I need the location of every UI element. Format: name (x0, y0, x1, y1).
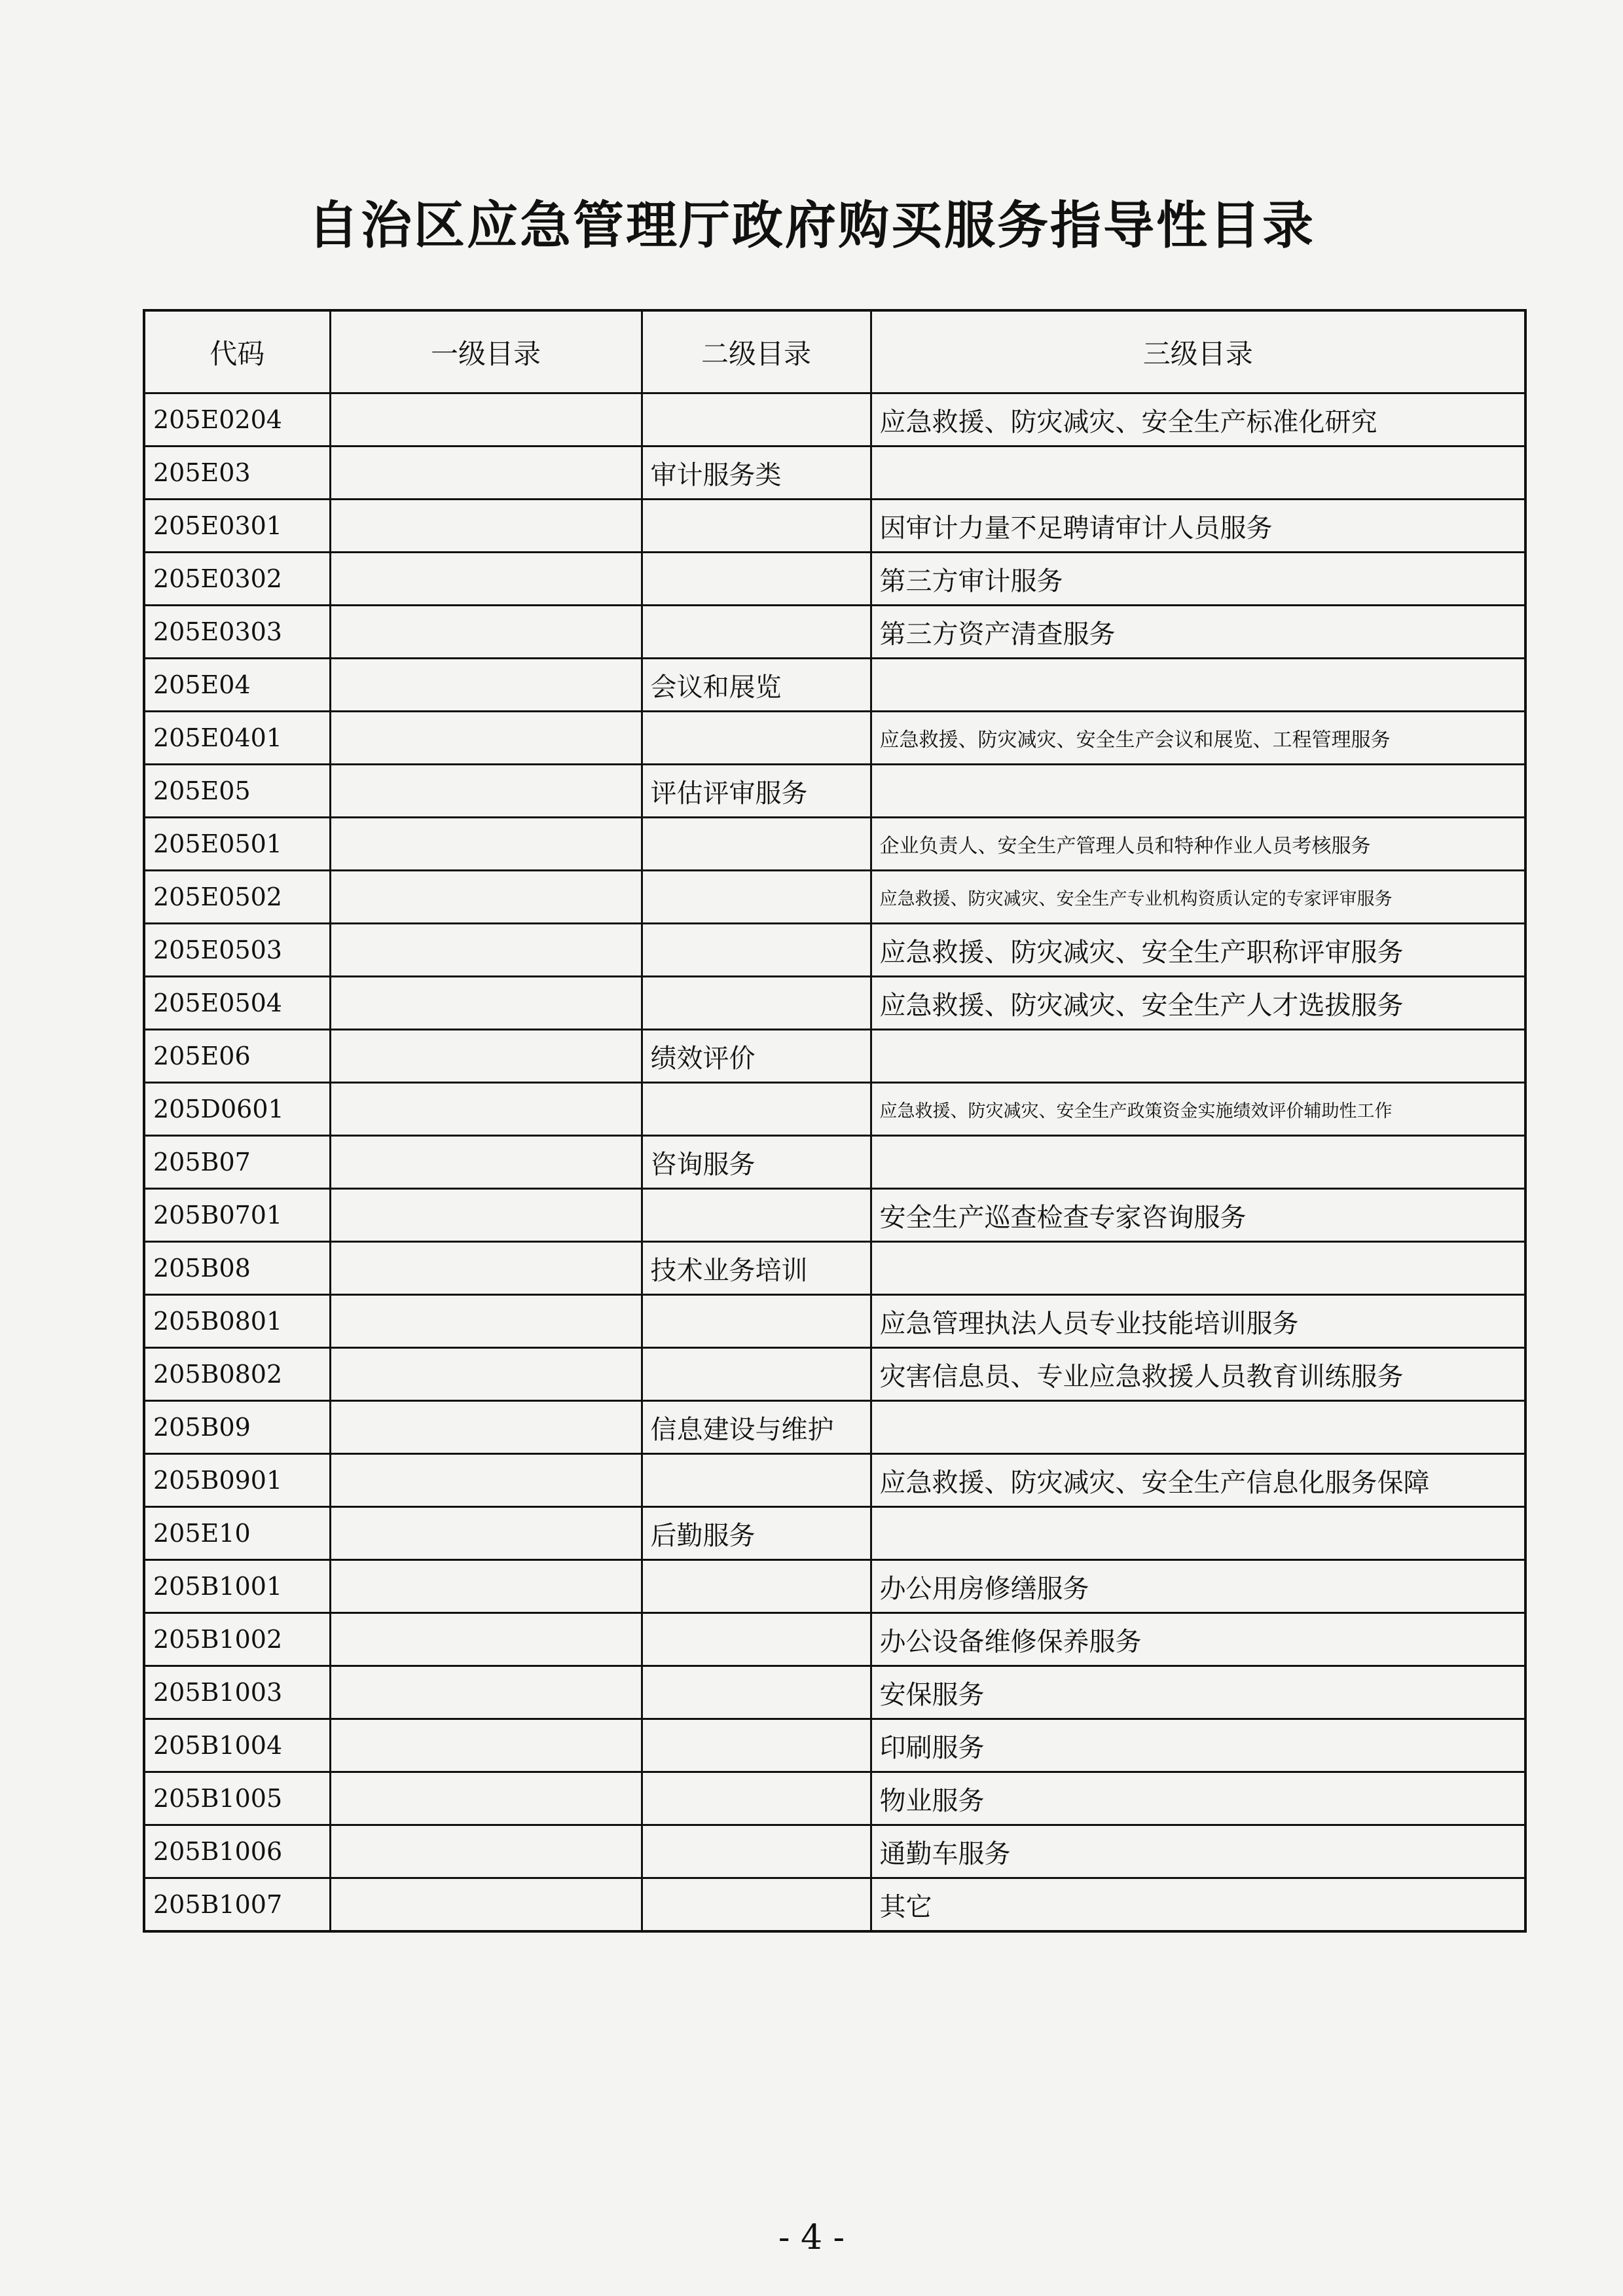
cell-code: 205E0204 (144, 393, 330, 446)
cell-level1 (330, 871, 642, 924)
cell-code: 205E10 (144, 1507, 330, 1560)
header-level2: 二级目录 (642, 310, 871, 393)
cell-level1 (330, 1666, 642, 1719)
cell-level3: 应急救援、防灾减灾、安全生产人才选拔服务 (871, 977, 1525, 1030)
cell-level1 (330, 1613, 642, 1666)
cell-code: 205B0802 (144, 1348, 330, 1401)
cell-level1 (330, 1878, 642, 1932)
cell-level1 (330, 712, 642, 765)
cell-level3: 办公设备维修保养服务 (871, 1613, 1525, 1666)
cell-level1 (330, 1825, 642, 1878)
cell-level2 (642, 1719, 871, 1772)
cell-level2 (642, 712, 871, 765)
cell-code: 205E05 (144, 765, 330, 818)
page-title: 自治区应急管理厅政府购买服务指导性目录 (307, 196, 1315, 255)
cell-code: 205E0501 (144, 818, 330, 871)
header-code: 代码 (144, 310, 330, 393)
cell-level2 (642, 393, 871, 446)
cell-level3: 应急救援、防灾减灾、安全生产信息化服务保障 (871, 1454, 1525, 1507)
cell-level1 (330, 1136, 642, 1189)
cell-level3: 安全生产巡查检查专家咨询服务 (871, 1189, 1525, 1242)
cell-level2 (642, 1878, 871, 1932)
cell-code: 205E06 (144, 1030, 330, 1083)
cell-level2 (642, 1454, 871, 1507)
cell-level2 (642, 1348, 871, 1401)
table-row (144, 1613, 1525, 1666)
cell-level2 (642, 1560, 871, 1613)
cell-level2 (642, 500, 871, 553)
cell-level3: 应急救援、防灾减灾、安全生产标准化研究 (871, 393, 1525, 446)
cell-code: 205B1006 (144, 1825, 330, 1878)
cell-level2 (642, 1083, 871, 1136)
cell-level3: 安保服务 (871, 1666, 1525, 1719)
table-header-row (144, 310, 1525, 393)
cell-level3: 应急救援、防灾减灾、安全生产职称评审服务 (871, 924, 1525, 977)
cell-level3: 物业服务 (871, 1772, 1525, 1825)
table-row (144, 1719, 1525, 1772)
table-row (144, 1560, 1525, 1613)
table-row (144, 1348, 1525, 1401)
cell-level2: 绩效评价 (642, 1030, 871, 1083)
cell-level3: 应急救援、防灾减灾、安全生产专业机构资质认定的专家评审服务 (871, 871, 1525, 924)
table-row (144, 1083, 1525, 1136)
cell-level1 (330, 924, 642, 977)
cell-level1 (330, 1772, 642, 1825)
cell-level2: 会议和展览 (642, 659, 871, 712)
cell-level1 (330, 818, 642, 871)
cell-level3: 应急救援、防灾减灾、安全生产政策资金实施绩效评价辅助性工作 (871, 1083, 1525, 1136)
cell-level1 (330, 1189, 642, 1242)
cell-level2: 审计服务类 (642, 446, 871, 500)
cell-code: 205B08 (144, 1242, 330, 1295)
table-row (144, 1242, 1525, 1295)
cell-level2 (642, 1189, 871, 1242)
cell-level2 (642, 1825, 871, 1878)
cell-level1 (330, 1242, 642, 1295)
table-row (144, 606, 1525, 659)
cell-level2 (642, 818, 871, 871)
cell-code: 205E0502 (144, 871, 330, 924)
cell-level3 (871, 765, 1525, 818)
cell-level1 (330, 1401, 642, 1454)
table-row (144, 871, 1525, 924)
table-row (144, 924, 1525, 977)
cell-level1 (330, 606, 642, 659)
table-row (144, 393, 1525, 446)
cell-level3: 应急救援、防灾减灾、安全生产会议和展览、工程管理服务 (871, 712, 1525, 765)
cell-level1 (330, 1560, 642, 1613)
table-row (144, 553, 1525, 606)
cell-code: 205B0901 (144, 1454, 330, 1507)
cell-level2: 后勤服务 (642, 1507, 871, 1560)
table-row (144, 500, 1525, 553)
cell-level1 (330, 553, 642, 606)
header-level1: 一级目录 (330, 310, 642, 393)
cell-level1 (330, 446, 642, 500)
cell-level2: 技术业务培训 (642, 1242, 871, 1295)
cell-level3: 第三方资产清查服务 (871, 606, 1525, 659)
cell-level2 (642, 871, 871, 924)
table-row (144, 818, 1525, 871)
cell-level3 (871, 659, 1525, 712)
cell-code: 205B1003 (144, 1666, 330, 1719)
cell-level3: 因审计力量不足聘请审计人员服务 (871, 500, 1525, 553)
cell-level3: 通勤车服务 (871, 1825, 1525, 1878)
table-row (144, 1136, 1525, 1189)
cell-code: 205E0303 (144, 606, 330, 659)
table-row (144, 1454, 1525, 1507)
cell-level1 (330, 1295, 642, 1348)
table-row (144, 1507, 1525, 1560)
catalog-table (143, 309, 1527, 1933)
cell-level1 (330, 1454, 642, 1507)
cell-code: 205E04 (144, 659, 330, 712)
cell-level2: 评估评审服务 (642, 765, 871, 818)
cell-level2 (642, 977, 871, 1030)
cell-code: 205E0302 (144, 553, 330, 606)
cell-level1 (330, 1719, 642, 1772)
cell-level2: 咨询服务 (642, 1136, 871, 1189)
cell-level1 (330, 1507, 642, 1560)
cell-level2 (642, 1666, 871, 1719)
cell-code: 205B1004 (144, 1719, 330, 1772)
cell-level2 (642, 924, 871, 977)
cell-level2 (642, 1613, 871, 1666)
cell-code: 205B1002 (144, 1613, 330, 1666)
table-row (144, 1189, 1525, 1242)
cell-level3: 其它 (871, 1878, 1525, 1932)
cell-code: 205B1007 (144, 1878, 330, 1932)
cell-level3: 办公用房修缮服务 (871, 1560, 1525, 1613)
cell-code: 205B07 (144, 1136, 330, 1189)
cell-code: 205E0401 (144, 712, 330, 765)
table-row (144, 1772, 1525, 1825)
table-row (144, 1295, 1525, 1348)
table-row (144, 1825, 1525, 1878)
cell-level1 (330, 500, 642, 553)
cell-level1 (330, 1030, 642, 1083)
cell-level3: 应急管理执法人员专业技能培训服务 (871, 1295, 1525, 1348)
cell-level2 (642, 606, 871, 659)
cell-level3: 企业负责人、安全生产管理人员和特种作业人员考核服务 (871, 818, 1525, 871)
cell-code: 205B0801 (144, 1295, 330, 1348)
cell-level3 (871, 1030, 1525, 1083)
table-row (144, 446, 1525, 500)
cell-code: 205B1001 (144, 1560, 330, 1613)
cell-code: 205B0701 (144, 1189, 330, 1242)
cell-level3 (871, 1401, 1525, 1454)
cell-level2 (642, 1295, 871, 1348)
cell-code: 205E03 (144, 446, 330, 500)
cell-level3: 灾害信息员、专业应急救援人员教育训练服务 (871, 1348, 1525, 1401)
cell-level3 (871, 1242, 1525, 1295)
cell-level3 (871, 1507, 1525, 1560)
header-level3: 三级目录 (871, 310, 1525, 393)
cell-level1 (330, 765, 642, 818)
table-row (144, 1030, 1525, 1083)
cell-level3 (871, 446, 1525, 500)
cell-code: 205E0503 (144, 924, 330, 977)
cell-level3 (871, 1136, 1525, 1189)
cell-code: 205D0601 (144, 1083, 330, 1136)
table-row (144, 1878, 1525, 1932)
table-row (144, 659, 1525, 712)
table-row (144, 765, 1525, 818)
table-row (144, 977, 1525, 1030)
cell-level3: 第三方审计服务 (871, 553, 1525, 606)
table-row (144, 712, 1525, 765)
cell-level1 (330, 393, 642, 446)
cell-code: 205B1005 (144, 1772, 330, 1825)
cell-code: 205B09 (144, 1401, 330, 1454)
cell-level1 (330, 659, 642, 712)
cell-code: 205E0301 (144, 500, 330, 553)
table-row (144, 1666, 1525, 1719)
cell-level1 (330, 977, 642, 1030)
page-number: - 4 - (778, 2218, 845, 2257)
cell-level2 (642, 553, 871, 606)
cell-level3: 印刷服务 (871, 1719, 1525, 1772)
cell-level2 (642, 1772, 871, 1825)
table-row (144, 1401, 1525, 1454)
cell-level2: 信息建设与维护 (642, 1401, 871, 1454)
cell-code: 205E0504 (144, 977, 330, 1030)
cell-level1 (330, 1348, 642, 1401)
cell-level1 (330, 1083, 642, 1136)
